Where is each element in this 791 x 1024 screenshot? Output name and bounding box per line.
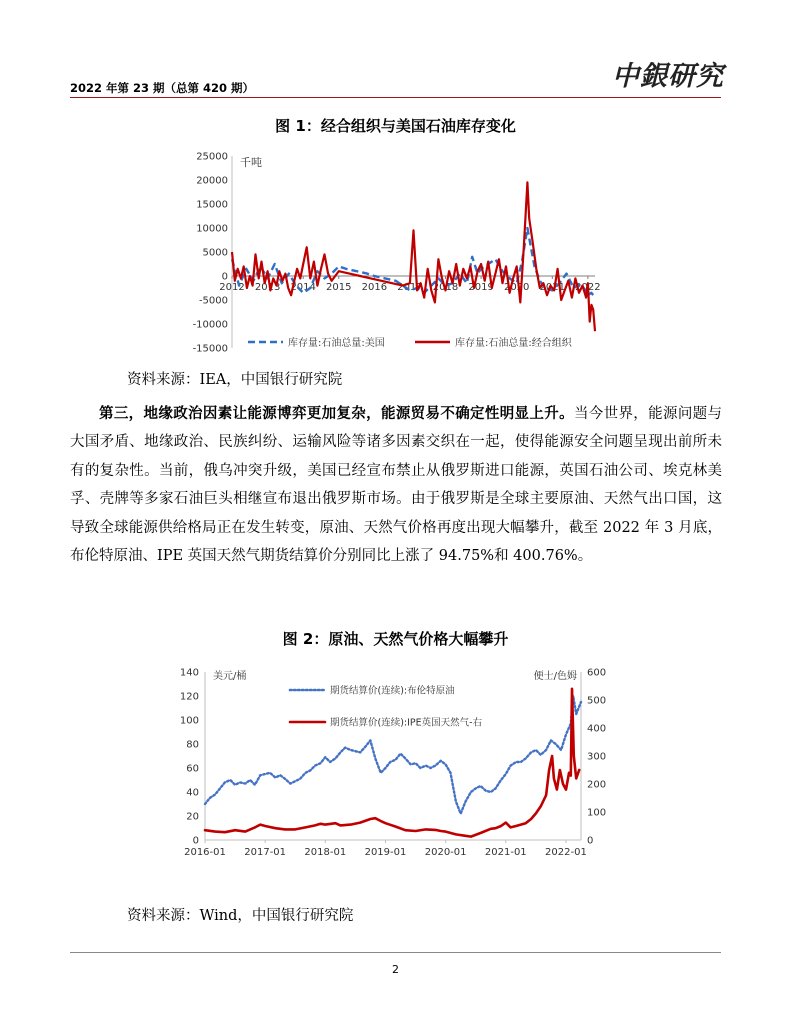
- x-tick-label: 2018-01: [304, 847, 347, 858]
- left-tick-label: 120: [179, 691, 199, 703]
- right-tick-label: 100: [587, 807, 607, 819]
- x-tick-label: 2021: [539, 282, 566, 293]
- left-tick-label: 40: [186, 787, 199, 799]
- figure1-title: 图 1：经合组织与美国石油库存变化: [275, 117, 516, 135]
- x-tick-label: 2017-01: [244, 847, 287, 858]
- y-tick-label: 5000: [202, 247, 228, 259]
- left-tick-label: 0: [192, 835, 199, 847]
- x-tick-label: 2020-01: [424, 847, 467, 858]
- x-tick-label: 2017: [397, 282, 423, 293]
- x-tick-label: 2014: [290, 282, 316, 293]
- figure1-chart: [180, 148, 610, 358]
- right-tick-label: 0: [587, 835, 594, 847]
- legend-label-2: 期货结算价(连续):IPE英国天然气-右: [330, 717, 483, 729]
- y-tick-label: 10000: [196, 223, 228, 235]
- right-tick-label: 500: [587, 695, 607, 707]
- y-tick-label: -5000: [198, 295, 228, 307]
- left-tick-label: 60: [186, 763, 199, 775]
- issue-label: 2022 年第 23 期（总第 420 期）: [70, 81, 255, 95]
- publisher-logo: 中銀研究: [612, 61, 724, 92]
- paragraph-body: 当今世界，能源问题与大国矛盾、地缘政治、民族纠纷、运输风险等诸多因素交织在一起，使得能源安全问题呈现出前所未有的复杂性。当前，俄乌冲突升级，美国已经宣布禁止从俄罗斯进口能源，英国石油公司、埃克林美孚、壳牌等多家石油巨头相继宣布退出俄罗斯市场。由于俄罗斯是全球主要原油、天然气出口国，这导致全球能源供给格局正在发生转变，原油、天然气价格再度出现大幅攀升，截至 2022 年 3 月底，布伦特原油、IPE 英国天然气期货结算价分别同比上涨了 94.75%和 400.76%。: [70, 406, 723, 565]
- series-line-1: [205, 696, 581, 814]
- x-tick-label: 2018: [432, 282, 459, 293]
- x-tick-label: 2013: [254, 282, 281, 293]
- x-tick-label: 2021-01: [484, 847, 527, 858]
- right-tick-label: 200: [587, 779, 607, 791]
- header-divider: [70, 97, 721, 98]
- right-axis-title: 便士/色姆: [533, 671, 577, 682]
- x-tick-label: 2022: [575, 282, 601, 293]
- x-tick-label: 2020: [503, 282, 530, 293]
- footer-divider: [70, 952, 721, 953]
- x-tick-label: 2016-01: [184, 847, 226, 858]
- y-tick-label: 0: [221, 271, 228, 283]
- x-tick-label: 2012: [219, 282, 245, 293]
- left-tick-label: 20: [186, 811, 199, 823]
- body-paragraph: [70, 400, 722, 570]
- right-tick-label: 400: [587, 723, 607, 735]
- right-tick-label: 300: [587, 751, 607, 763]
- x-tick-label: 2019: [468, 282, 494, 293]
- paragraph-lead: 第三，地缘政治因素让能源博弈更加复杂，能源贸易不确定性明显上升。: [99, 406, 574, 422]
- left-tick-label: 100: [179, 715, 199, 727]
- left-axis-title: 美元/桶: [213, 671, 247, 682]
- y-tick-label: 20000: [196, 175, 228, 187]
- left-tick-label: 80: [186, 739, 199, 751]
- figure2-chart: [165, 660, 625, 870]
- x-tick-label: 2022-01: [545, 847, 587, 858]
- legend-label-1: 库存量:石油总量:美国: [288, 338, 385, 349]
- series-line-2: [232, 182, 595, 331]
- x-tick-label: 2015: [326, 282, 352, 293]
- y-tick-label: 15000: [196, 199, 228, 211]
- y-axis-title: 千吨: [240, 156, 262, 169]
- left-tick-label: 140: [179, 667, 199, 679]
- x-tick-label: 2019-01: [364, 847, 407, 858]
- legend-label-1: 期货结算价(连续):布伦特原油: [330, 685, 455, 697]
- y-tick-label: -10000: [192, 319, 228, 331]
- figure2-title: 图 2：原油、天然气价格大幅攀升: [282, 630, 509, 648]
- page-number: 2: [392, 963, 399, 976]
- right-tick-label: 600: [587, 667, 607, 679]
- x-tick-label: 2016: [361, 282, 388, 293]
- legend-label-2: 库存量:石油总量:经合组织: [455, 338, 572, 349]
- y-tick-label: 25000: [196, 151, 228, 163]
- figure1-source: 资料来源：IEA，中国银行研究院: [127, 372, 343, 388]
- series-line-2: [205, 689, 579, 837]
- figure2-source: 资料来源：Wind，中国银行研究院: [127, 908, 354, 924]
- y-tick-label: -15000: [192, 343, 228, 355]
